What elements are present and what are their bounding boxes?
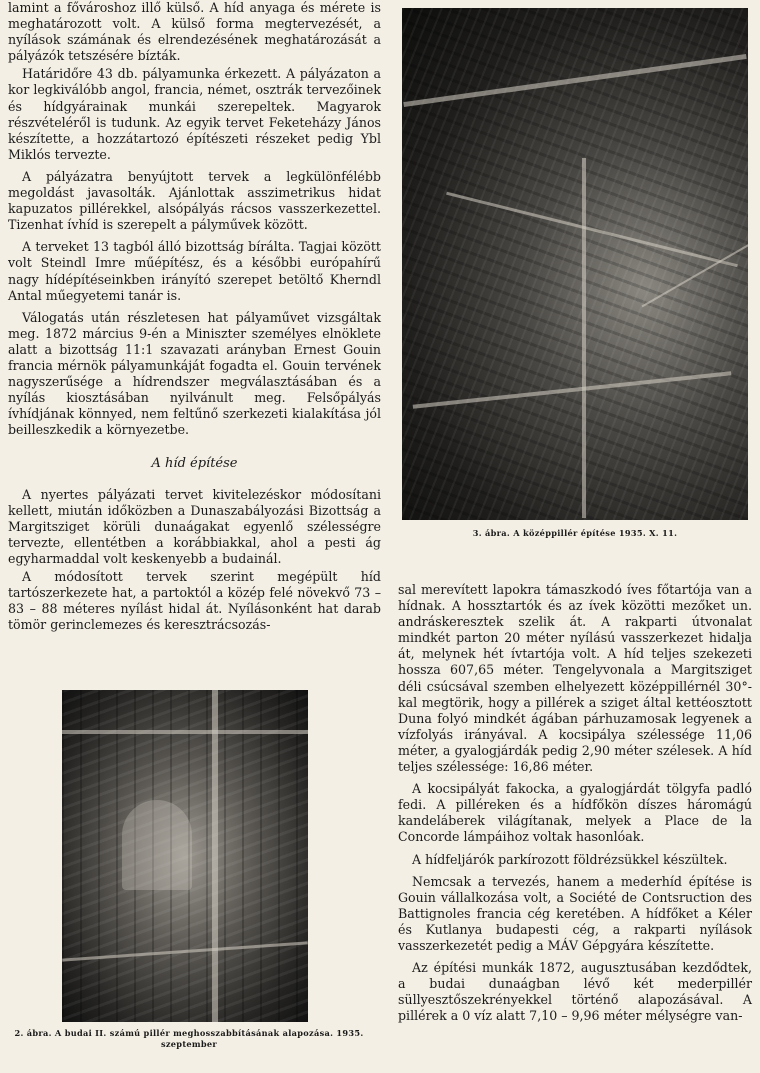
right-text-column bbox=[398, 582, 752, 1026]
paragraph-nemcsak: Nemcsak a tervezés, hanem a mederhíd építése is Gouin vállalkozása volt, a Société de Contsruction des Battignoles francia cég keretében. A hídfőket a Kéler és Kutlanya budapesti cég, a rakparti nyílások vasszerkezetét pedig a MÁV Gépgyára készítette. bbox=[398, 873, 752, 953]
paragraph-hataridore: Határidőre 43 db. pályamunka érkezett. A pályázaton a kor legkiválóbb angol, francia, német, osztrák tervezőinek és hídgyárainak munkái szerepeltek. Magyarok részvételéről is tudunk. Az egyik tervet Feketeházy János készítette, a hozzátartozó építészeti részeket pedig Ybl Miklós tervezte. bbox=[8, 66, 381, 162]
paragraph-nyertes: A nyertes pályázati tervet kivitelezéskor módosítani kellett, miután időközben a Dunaszabályozási Bizottság a Margitsziget körüli dunaágakat egyenlő szélességre tervezte, ellentétben a korábbiakkal, ahol a pesti ág egyharmaddal volt keskenyebb a budainál. bbox=[8, 486, 381, 566]
paragraph-continuation: sal merevített lapokra támaszkodó íves főtartója van a hídnak. A hossztartók és az ívek közötti mezőket un. andráskeresztek szelik át. A rakparti útvonalat mindkét parton 20 méter nyílású vasszerkezet hidalja át, melynek hét ívtartója volt. A híd teljes szekezeti hossza 607,65 méter. Tengelyvonala a Margitsziget déli csúcsával szemben elhelyezett középpillérnél 30°-kal megtörik, hogy a pillérek a sziget által kettéosztott Duna folyó mindkét ágában párhuzamosak legyenek a vízfolyás irányával. A kocsipálya szélessége 11,06 méter, a gyalogjárdák pedig 2,90 méter szélesek. A híd teljes szélessége: 16,86 méter. bbox=[398, 582, 752, 775]
section-heading: A híd építése bbox=[151, 456, 238, 472]
paragraph-epitesi: Az építési munkák 1872, augusztusában kezdődtek, a budai dunaágban lévő két mederpillér süllyesztőszekrényekkel történő alapozásával. A pillérek a 0 víz alatt 7,10 – 9,96 méter mélységre van- bbox=[398, 960, 752, 1024]
figure-3-caption: 3. ábra. A középpillér építése 1935. X. 11. bbox=[472, 528, 678, 538]
paragraph-valogatas: Válogatás után részletesen hat pályaművet vizsgáltak meg. 1872 március 9-én a Miniszter személyes elnöklete alatt a bizottság 11:1 szavazati arányban Ernest Gouin francia mérnök pályamunkáját fogadta el. Gouin tervének nagyszerűsége a hídrendszer megválasztásában és a nyílás kiosztásában nyilvánult meg. Felsőpályás ívhídjának könnyed, nem feltűnő szerkezeti kialakítása jól beilleszkedik a környezetbe. bbox=[8, 309, 381, 438]
paragraph-palyazatra: A pályázatra benyújtott tervek a legkülönfélébb megoldást javasolták. Ajánlottak asszimetrikus hidat kapuzatos pillérekkel, alsópályás rácsos vasszerkezettel. Tizenhat ívhíd is szerepelt a pályművek között. bbox=[8, 168, 381, 233]
paragraph-hidfeljarok: A hídfeljárók parkírozott földrézsükkel készültek. bbox=[412, 851, 728, 867]
left-text-column bbox=[8, 0, 381, 635]
paragraph-kocsipalyat: A kocsipályát fakocka, a gyalogjárdát tölgyfa padló fedi. A pilléreken és a hídfőkön díszes háromágú kandeláberek világítanak, melyek a Place de la Concorde lámpáihoz voltak hasonlóak. bbox=[398, 781, 752, 845]
figure-3-photo bbox=[402, 8, 748, 520]
figure-2-caption: 2. ábra. A budai II. számú pillér meghosszabbításának alapozása. 1935. szeptember bbox=[14, 1028, 364, 1049]
paragraph-intro: lamint a fővároshoz illő külső. A híd anyaga és mérete is meghatározott volt. A külső forma megtervezését, a nyílások számának és elrendezésének meghatározását a pályázók tetszésére bízták. bbox=[8, 0, 381, 64]
paragraph-modositott: A módosított tervek szerint megépült híd tartószerkezete hat, a partoktól a közép felé növekvő 73 – 83 – 88 méteres nyílást hidal át. Nyílásonként hat darab tömör gerinclemezes és keresztrácsozás- bbox=[8, 569, 381, 633]
figure-2-photo bbox=[62, 690, 308, 1022]
paragraph-terveket: A terveket 13 tagból álló bizottság bírálta. Tagjai között volt Steindl Imre műépítész, és a későbbi európahírű nagy hídépítéseinkben irányító szerepet betöltő Kherndl Antal műegyetemi tanár is. bbox=[8, 239, 381, 303]
